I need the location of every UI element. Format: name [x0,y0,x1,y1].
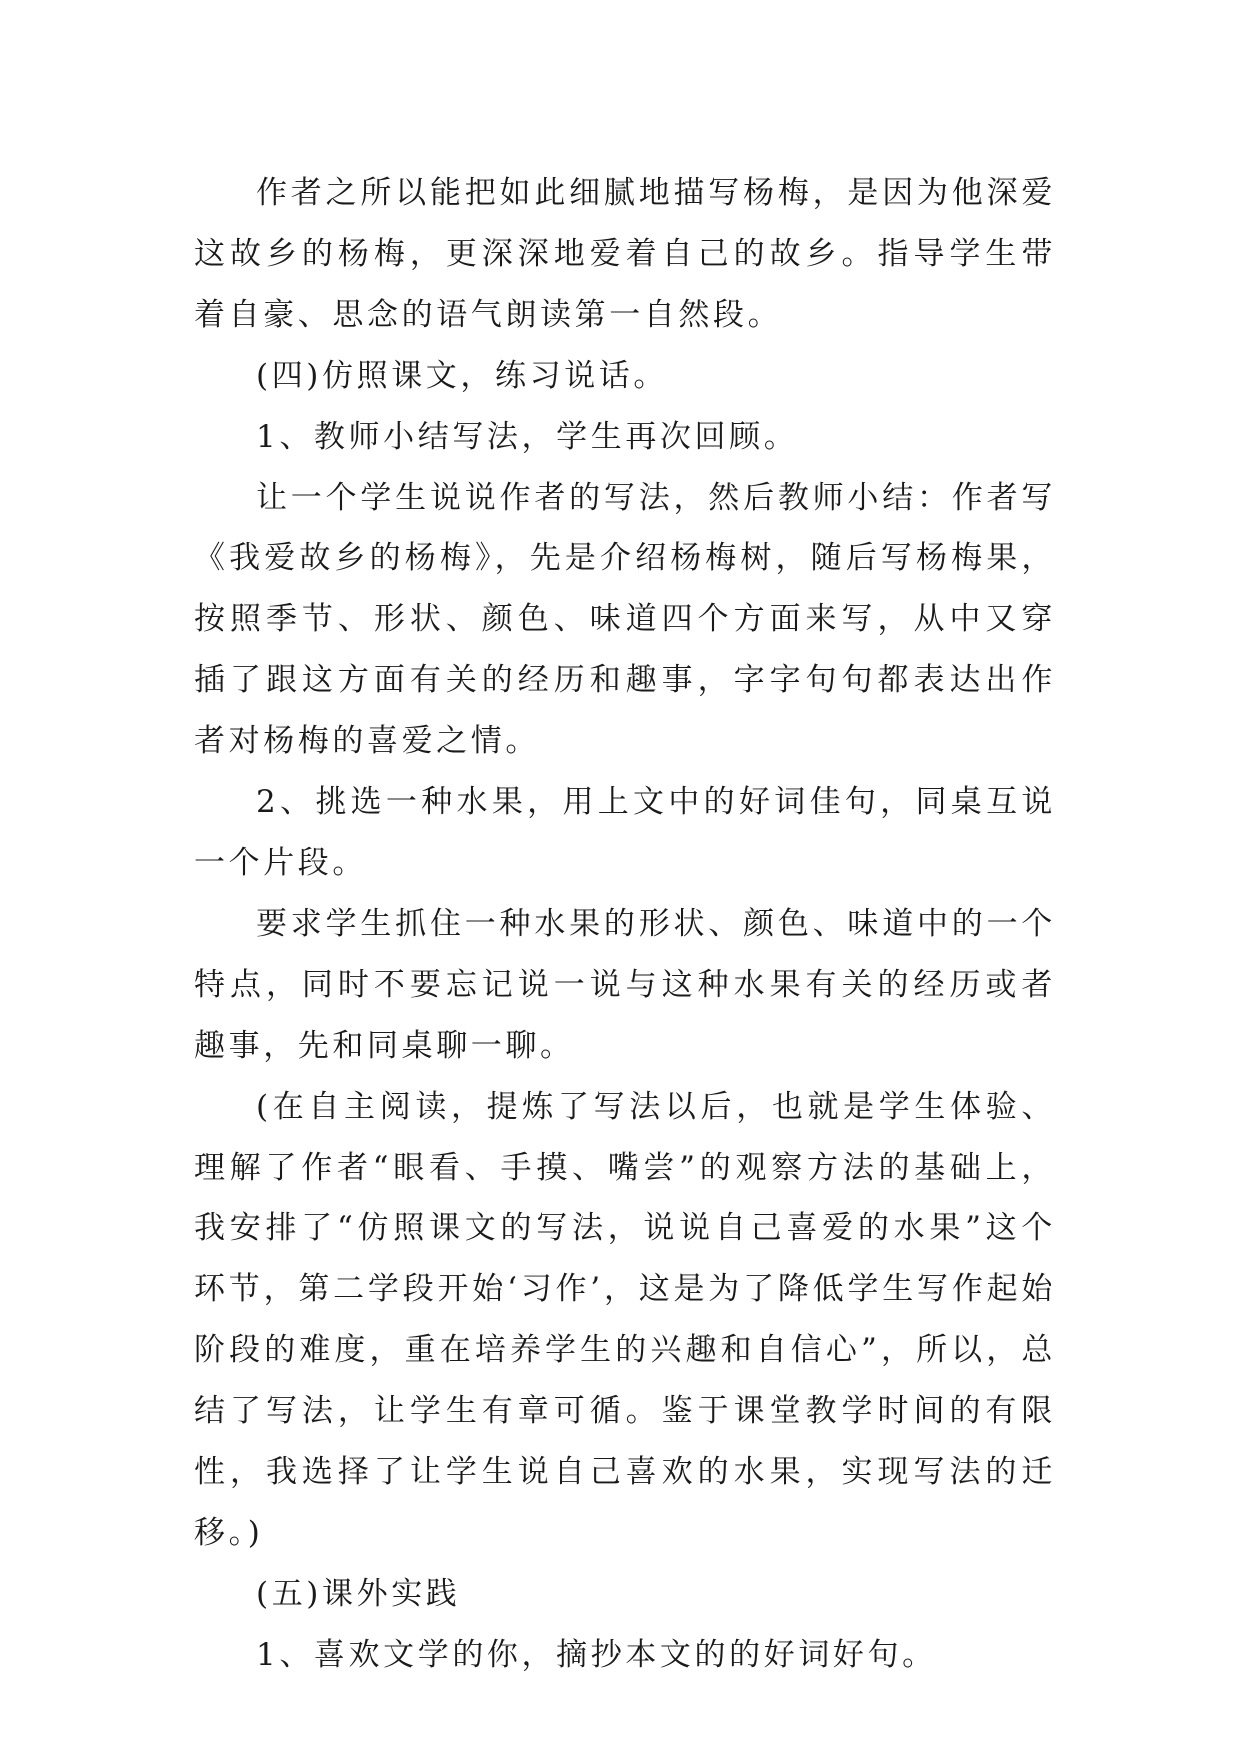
heading-section-four: (四)仿照课文，练习说话。 [256,357,668,394]
paragraph-extracurricular-one: 1、喜欢文学的你，摘抄本文的的好词好句。 [256,1636,937,1673]
heading-section-five: (五)课外实践 [256,1575,461,1612]
document-body [194,163,1056,1686]
paragraph-teacher-summary: 让一个学生说说作者的写法，然后教师小结：作者写《我爱故乡的杨梅》，先是介绍杨梅树，随后写杨梅果，按照季节、形状、颜色、味道四个方面来写，从中又穿插了跟这方面有关的经历和趣事，字字句句都表达出作者对杨梅的喜爱之情。 [194,479,1056,760]
paragraph-author-love: 作者之所以能把如此细腻地描写杨梅，是因为他深爱这故乡的杨梅，更深深地爱着自己的故乡。指导学生带着自豪、思念的语气朗读第一自然段。 [194,175,1056,333]
paragraph-design-note: (在自主阅读，提炼了写法以后，也就是学生体验、理解了作者“眼看、手摸、嘴尝”的观察方法的基础上，我安排了“仿照课文的写法，说说自己喜爱的水果”这个环节，第二学段开始‘习作’，这是为了降低学生写作起始阶段的难度，重在培养学生的兴趣和自信心”，所以，总结了写法，让学生有章可循。鉴于课堂教学时间的有限性，我选择了让学生说自己喜欢的水果，实现写法的迁移。) [194,1088,1056,1551]
paragraph-requirements: 要求学生抓住一种水果的形状、颜色、味道中的一个特点，同时不要忘记说一说与这种水果有关的经历或者趣事，先和同桌聊一聊。 [194,905,1056,1064]
paragraph-step-one: 1、教师小结写法，学生再次回顾。 [256,418,799,455]
paragraph-step-two: 2、挑选一种水果，用上文中的好词佳句，同桌互说一个片段。 [194,784,1056,881]
